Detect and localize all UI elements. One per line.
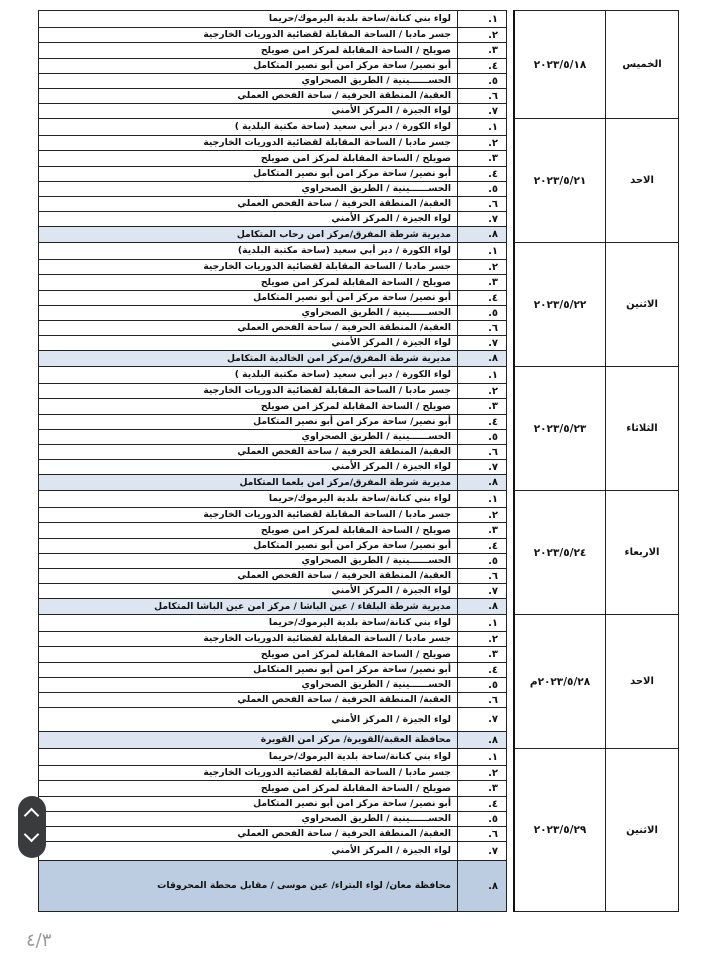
location-cell: العقبة/ المنطقة الحرفية / ساحة الفحص العملي	[39, 693, 458, 708]
schedule-row	[39, 11, 679, 28]
row-number-cell: ٥.	[458, 554, 507, 569]
location-cell: محافظة العقبة/القويرة/ مركز امن القويرة	[39, 732, 458, 749]
row-number-cell: ١.	[458, 119, 507, 136]
day-cell: الثلاثاء	[606, 367, 679, 491]
date-cell: ٢٠٢٣/٥/٢٢	[514, 243, 606, 367]
row-number-cell: ٣.	[458, 43, 507, 59]
row-number-cell: ٨.	[458, 227, 507, 243]
row-number-cell: ٣.	[458, 151, 507, 167]
location-cell: لواء الكورة / دير أبي سعيد (ساحة مكتبة البلدية )	[39, 367, 458, 384]
page-scroll-control[interactable]	[18, 796, 46, 858]
schedule-table	[38, 10, 679, 912]
schedule-row	[39, 491, 679, 508]
chevron-down-icon[interactable]	[24, 827, 40, 843]
location-cell: لواء بني كنانة/ساحة بلدية اليرموك/حريما	[39, 11, 458, 28]
location-cell: صويلح / الساحة المقابلة لمركز امن صويلح	[39, 781, 458, 797]
row-number-cell: ١.	[458, 367, 507, 384]
row-number-cell: ١.	[458, 11, 507, 28]
row-number-cell: ٧.	[458, 104, 507, 119]
location-cell: الحســــــينية / الطريق الصحراوي	[39, 74, 458, 89]
location-cell: أبو نصير/ ساحة مركز امن أبو نصير المتكامل	[39, 663, 458, 678]
location-cell: مديرية شرطة المفرق/مركز امن الخالدية المتكامل	[39, 351, 458, 367]
chevron-up-icon[interactable]	[24, 808, 40, 824]
row-number-cell: ٣.	[458, 275, 507, 291]
day-cell: الاثنين	[606, 749, 679, 912]
location-cell: العقبة/ المنطقة الحرفية / ساحة الفحص العملي	[39, 445, 458, 460]
row-number-cell: ١.	[458, 749, 507, 766]
location-cell: صويلح / الساحة المقابلة لمركز امن صويلح	[39, 647, 458, 663]
row-number-cell: ٧.	[458, 336, 507, 351]
location-cell: أبو نصير/ ساحة مركز امن أبو نصير المتكامل	[39, 167, 458, 182]
column-gap	[507, 119, 515, 243]
row-number-cell: ٨.	[458, 732, 507, 749]
row-number-cell: ٢.	[458, 632, 507, 647]
column-gap	[507, 11, 515, 119]
row-number-cell: ٦.	[458, 321, 507, 336]
location-cell: أبو نصير/ ساحة مركز امن أبو نصير المتكامل	[39, 59, 458, 74]
row-number-cell: ٧.	[458, 842, 507, 861]
row-number-cell: ٨.	[458, 861, 507, 912]
row-number-cell: ٨.	[458, 351, 507, 367]
row-number-cell: ٥.	[458, 182, 507, 197]
row-number-cell: ٤.	[458, 663, 507, 678]
location-cell: العقبة/ المنطقة الحرفية / ساحة الفحص العملي	[39, 321, 458, 336]
location-cell: جسر مادبا / الساحة المقابلة لقضائية الدوريات الخارجية	[39, 508, 458, 523]
schedule-row	[39, 367, 679, 384]
row-number-cell: ٥.	[458, 306, 507, 321]
location-cell: أبو نصير/ ساحة مركز امن أبو نصير المتكامل	[39, 415, 458, 430]
schedule-sheet	[38, 10, 662, 916]
location-cell: لواء بني كنانة/ساحة بلدية اليرموك/حريما	[39, 749, 458, 766]
row-number-cell: ٢.	[458, 384, 507, 399]
row-number-cell: ١.	[458, 615, 507, 632]
location-cell: الحســــــينية / الطريق الصحراوي	[39, 554, 458, 569]
location-cell: جسر مادبا / الساحة المقابلة لقضائية الدوريات الخارجية	[39, 28, 458, 43]
row-number-cell: ٦.	[458, 827, 507, 842]
row-number-cell: ٣.	[458, 399, 507, 415]
row-number-cell: ٤.	[458, 167, 507, 182]
location-cell: العقبة/ المنطقة الحرفية / ساحة الفحص العملي	[39, 569, 458, 584]
location-cell: العقبة/ المنطقة الحرفية / ساحة الفحص العملي	[39, 89, 458, 104]
location-cell: جسر مادبا / الساحة المقابلة لقضائية الدوريات الخارجية	[39, 766, 458, 781]
row-number-cell: ٨.	[458, 599, 507, 615]
day-cell: الاربعاء	[606, 491, 679, 615]
date-cell: ٢٠٢٣/٥/٢٤	[514, 491, 606, 615]
location-cell: مديرية شرطة المفرق/مركز امن بلعما المتكامل	[39, 475, 458, 491]
location-cell: الحســــــينية / الطريق الصحراوي	[39, 812, 458, 827]
location-cell: لواء الجيزة / المركز الأمني	[39, 104, 458, 119]
location-cell: لواء الجيزة / المركز الأمني	[39, 842, 458, 861]
location-cell: لواء الجيزة / المركز الأمني	[39, 584, 458, 599]
day-cell: الاحد	[606, 615, 679, 749]
date-cell: ٢٠٢٣/٥/٢٩	[514, 749, 606, 912]
row-number-cell: ٧.	[458, 212, 507, 227]
location-cell: لواء الجيزة / المركز الأمني	[39, 212, 458, 227]
schedule-row	[39, 615, 679, 632]
location-cell: جسر مادبا / الساحة المقابلة لقضائية الدوريات الخارجية	[39, 260, 458, 275]
schedule-row	[39, 749, 679, 766]
date-cell: ٢٠٢٣/٥/٢٣	[514, 367, 606, 491]
date-cell: ٢٠٢٣/٥/٢٨م	[514, 615, 606, 749]
location-cell: صويلح / الساحة المقابلة لمركز امن صويلح	[39, 43, 458, 59]
row-number-cell: ٢.	[458, 766, 507, 781]
location-cell: العقبة/ المنطقة الحرفية / ساحة الفحص العملي	[39, 827, 458, 842]
row-number-cell: ١.	[458, 491, 507, 508]
row-number-cell: ٤.	[458, 415, 507, 430]
location-cell: لواء بني كنانة/ساحة بلدية اليرموك/حريما	[39, 615, 458, 632]
location-cell: أبو نصير/ ساحة مركز امن أبو نصير المتكامل	[39, 539, 458, 554]
location-cell: جسر مادبا / الساحة المقابلة لقضائية الدوريات الخارجية	[39, 632, 458, 647]
day-cell: الخميس	[606, 11, 679, 119]
location-cell: مديرية شرطة البلقاء / عين الباشا / مركز امن عين الباشا المتكامل	[39, 599, 458, 615]
row-number-cell: ١.	[458, 243, 507, 260]
location-cell: الحســــــينية / الطريق الصحراوي	[39, 430, 458, 445]
location-cell: صويلح / الساحة المقابلة لمركز امن صويلح	[39, 523, 458, 539]
row-number-cell: ٧.	[458, 460, 507, 475]
row-number-cell: ٥.	[458, 430, 507, 445]
row-number-cell: ٨.	[458, 475, 507, 491]
row-number-cell: ٢.	[458, 28, 507, 43]
day-cell: الاثنين	[606, 243, 679, 367]
location-cell: أبو نصير/ ساحة مركز امن أبو نصير المتكامل	[39, 797, 458, 812]
location-cell: لواء الكورة / دير أبي سعيد (ساحة مكتبة البلدية )	[39, 119, 458, 136]
schedule-row	[39, 119, 679, 136]
row-number-cell: ٦.	[458, 197, 507, 212]
row-number-cell: ٥.	[458, 678, 507, 693]
schedule-row	[39, 243, 679, 260]
location-cell: محافظة معان/ لواء البتراء/ عين موسى / مقابل محطة المحروقات	[39, 861, 458, 912]
location-cell: جسر مادبا / الساحة المقابلة لقضائية الدوريات الخارجية	[39, 384, 458, 399]
row-number-cell: ٧.	[458, 584, 507, 599]
location-cell: الحســــــينية / الطريق الصحراوي	[39, 182, 458, 197]
row-number-cell: ٤.	[458, 539, 507, 554]
page-number: ٤/٣	[26, 930, 52, 951]
row-number-cell: ٢.	[458, 260, 507, 275]
row-number-cell: ٥.	[458, 812, 507, 827]
location-cell: لواء الجيزة / المركز الأمني	[39, 708, 458, 732]
row-number-cell: ٢.	[458, 508, 507, 523]
location-cell: جسر مادبا / الساحة المقابلة لقضائية الدوريات الخارجية	[39, 136, 458, 151]
row-number-cell: ٦.	[458, 693, 507, 708]
row-number-cell: ٤.	[458, 797, 507, 812]
date-cell: ٢٠٢٣/٥/٢١	[514, 119, 606, 243]
column-gap	[507, 243, 515, 367]
location-cell: الحســــــينية / الطريق الصحراوي	[39, 678, 458, 693]
location-cell: أبو نصير/ ساحة مركز امن أبو نصير المتكامل	[39, 291, 458, 306]
day-cell: الاحد	[606, 119, 679, 243]
column-gap	[507, 367, 515, 491]
location-cell: لواء بني كنانة/ساحة بلدية اليرموك/حريما	[39, 491, 458, 508]
column-gap	[507, 749, 515, 912]
column-gap	[507, 615, 515, 749]
location-cell: صويلح / الساحة المقابلة لمركز امن صويلح	[39, 399, 458, 415]
row-number-cell: ٦.	[458, 89, 507, 104]
column-gap	[507, 491, 515, 615]
row-number-cell: ٧.	[458, 708, 507, 732]
location-cell: العقبة/ المنطقة الحرفية / ساحة الفحص العملي	[39, 197, 458, 212]
row-number-cell: ٣.	[458, 781, 507, 797]
row-number-cell: ٢.	[458, 136, 507, 151]
row-number-cell: ٥.	[458, 74, 507, 89]
location-cell: لواء الجيزة / المركز الأمني	[39, 336, 458, 351]
location-cell: مديرية شرطة المفرق/مركز امن رحاب المتكامل	[39, 227, 458, 243]
date-cell: ٢٠٢٣/٥/١٨	[514, 11, 606, 119]
location-cell: صويلح / الساحة المقابلة لمركز امن صويلح	[39, 151, 458, 167]
location-cell: صويلح / الساحة المقابلة لمركز امن صويلح	[39, 275, 458, 291]
row-number-cell: ٤.	[458, 59, 507, 74]
location-cell: لواء الجيزة / المركز الأمني	[39, 460, 458, 475]
location-cell: الحســــــينية / الطريق الصحراوي	[39, 306, 458, 321]
row-number-cell: ٦.	[458, 445, 507, 460]
row-number-cell: ٦.	[458, 569, 507, 584]
row-number-cell: ٣.	[458, 647, 507, 663]
row-number-cell: ٤.	[458, 291, 507, 306]
location-cell: لواء الكورة / دير أبي سعيد (ساحة مكتبة البلدية)	[39, 243, 458, 260]
row-number-cell: ٣.	[458, 523, 507, 539]
